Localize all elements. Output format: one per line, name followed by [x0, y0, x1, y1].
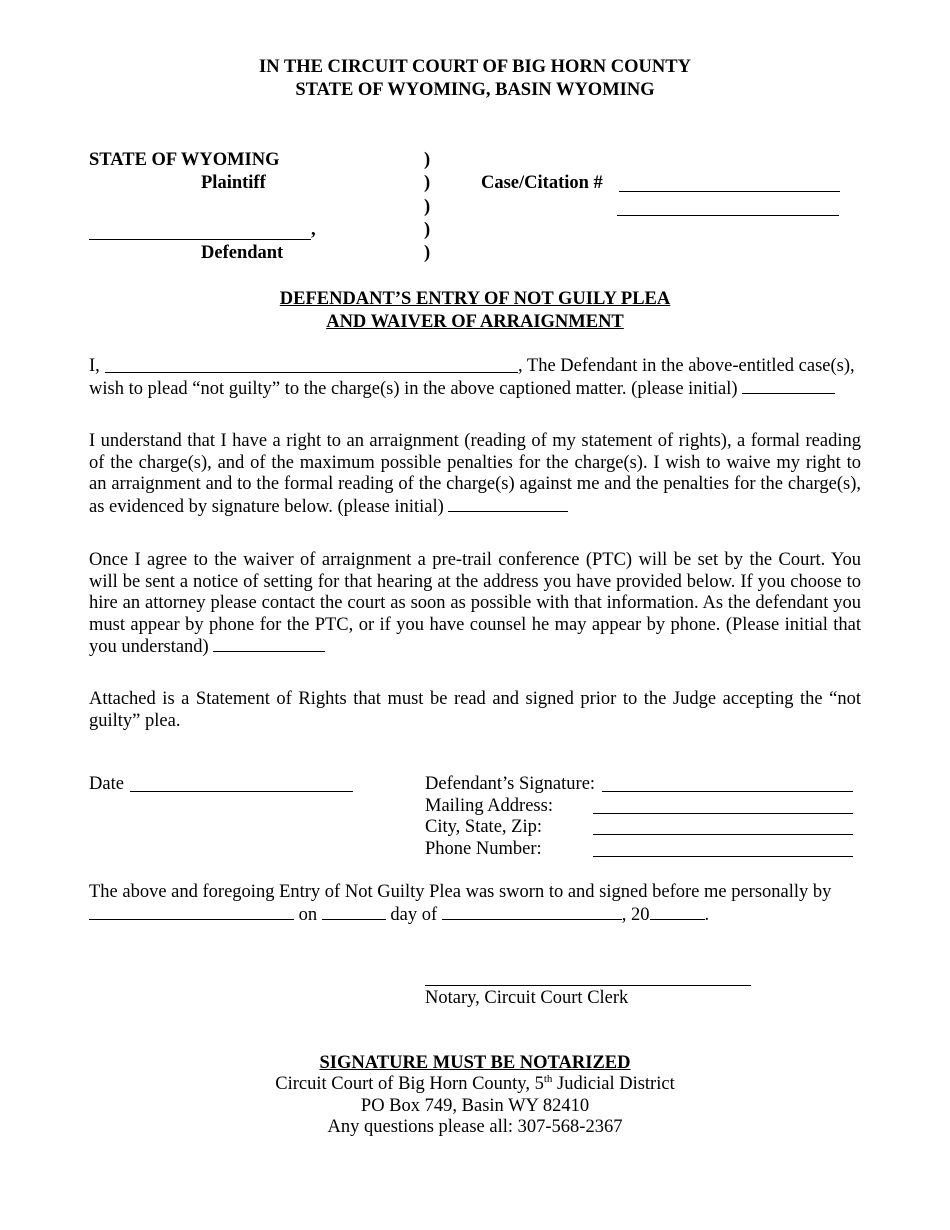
court-location-line: STATE OF WYOMING, BASIN WYOMING	[295, 80, 655, 100]
plaintiff-label: Plaintiff	[201, 173, 266, 193]
date-field[interactable]	[130, 791, 353, 792]
city-state-zip-field[interactable]	[593, 834, 853, 835]
plea-intro-i: I,	[89, 356, 100, 376]
signature-field[interactable]	[602, 791, 853, 792]
court-district-text: Circuit Court of Big Horn County, 5	[275, 1074, 544, 1094]
waiver-text: I understand that I have a right to an arraignment (reading of my statement of rights), a formal reading of the charge(s), and of the maximum possible penalties for the charge(s). I wish to waive my right to an arraignment and to the formal reading of the charge(s) against me and the penalties for the charge(s), as evidenced by signature below. (please initial)	[89, 431, 861, 517]
plea-line2	[89, 378, 835, 401]
statement-of-rights-paragraph: Attached is a Statement of Rights that must be read and signed prior to the Judge accepting the “not guilty” plea.	[89, 689, 861, 731]
sworn-on: on	[298, 905, 318, 925]
date-label: Date	[89, 774, 124, 794]
mailing-address-label: Mailing Address:	[425, 796, 553, 816]
sworn-year-field[interactable]	[650, 904, 705, 920]
sworn-day-field[interactable]	[322, 904, 386, 920]
case-number-field-2[interactable]	[617, 215, 839, 216]
notary-signature-field[interactable]	[425, 985, 751, 986]
court-district-text-end: Judicial District	[552, 1074, 675, 1094]
court-name-line: IN THE CIRCUIT COURT OF BIG HORN COUNTY	[259, 57, 691, 77]
caption-paren: )	[424, 173, 431, 193]
city-state-zip-label: City, State, Zip:	[425, 817, 542, 837]
sworn-name-field[interactable]	[89, 904, 294, 920]
sworn-statement-line1: The above and foregoing Entry of Not Guilty Plea was sworn to and signed before me personally by	[89, 882, 832, 902]
waiver-paragraph	[89, 431, 861, 518]
plea-intro-rest: , The Defendant in the above-entitled case(s),	[518, 356, 855, 376]
caption-paren: )	[424, 243, 431, 263]
defendant-name-field[interactable]	[105, 372, 518, 373]
caption-paren: )	[424, 197, 431, 217]
plaintiff-name: STATE OF WYOMING	[89, 150, 280, 170]
plea-line2-text: wish to plead “not guilty” to the charge(s) in the above captioned matter. (please initial)	[89, 379, 738, 399]
defendant-label: Defendant	[201, 243, 284, 263]
court-phone: Any questions please all: 307-568-2367	[327, 1117, 623, 1137]
court-district-ordinal: th	[543, 1073, 553, 1085]
phone-number-label: Phone Number:	[425, 839, 542, 859]
court-address: PO Box 749, Basin WY 82410	[360, 1096, 590, 1116]
document-title-line2: AND WAIVER OF ARRAIGNMENT	[326, 312, 624, 332]
ptc-text: Once I agree to the waiver of arraignment a pre-trail conference (PTC) will be set by the Court. You will be sent a notice of setting for that hearing at the address you have provided below. If you choose to hire an attorney please contact the court as soon as possible with that information. As the defendant you must appear by phone for the PTC, or if you have counsel he may appear by phone. (Please initial that you understand)	[89, 550, 861, 657]
phone-number-field[interactable]	[593, 856, 853, 857]
signature-label: Defendant’s Signature:	[425, 774, 596, 794]
mailing-address-field[interactable]	[593, 813, 853, 814]
caption-paren: )	[424, 150, 431, 170]
case-number-field[interactable]	[619, 191, 840, 192]
plea-intro-text	[89, 356, 100, 378]
notarized-notice: SIGNATURE MUST BE NOTARIZED	[319, 1053, 631, 1073]
sworn-period: .	[704, 905, 710, 925]
defendant-name-line	[89, 239, 311, 240]
defendant-name-comma: ,	[311, 220, 316, 240]
ptc-paragraph	[89, 550, 861, 659]
notary-label: Notary, Circuit Court Clerk	[425, 988, 629, 1008]
court-district-line	[0, 1074, 950, 1096]
sworn-year-prefix: , 20	[621, 905, 650, 925]
case-citation-label: Case/Citation #	[481, 173, 603, 193]
initial-field-waiver[interactable]	[448, 496, 568, 512]
sworn-month-field[interactable]	[442, 904, 622, 920]
initial-field-ptc[interactable]	[213, 636, 325, 652]
caption-paren: )	[424, 220, 431, 240]
initial-field-plea[interactable]	[742, 378, 835, 394]
document-title-line1: DEFENDANT’S ENTRY OF NOT GUILY PLEA	[279, 289, 671, 309]
sworn-day-of: day of	[390, 905, 438, 925]
sworn-statement-line2	[89, 904, 709, 927]
